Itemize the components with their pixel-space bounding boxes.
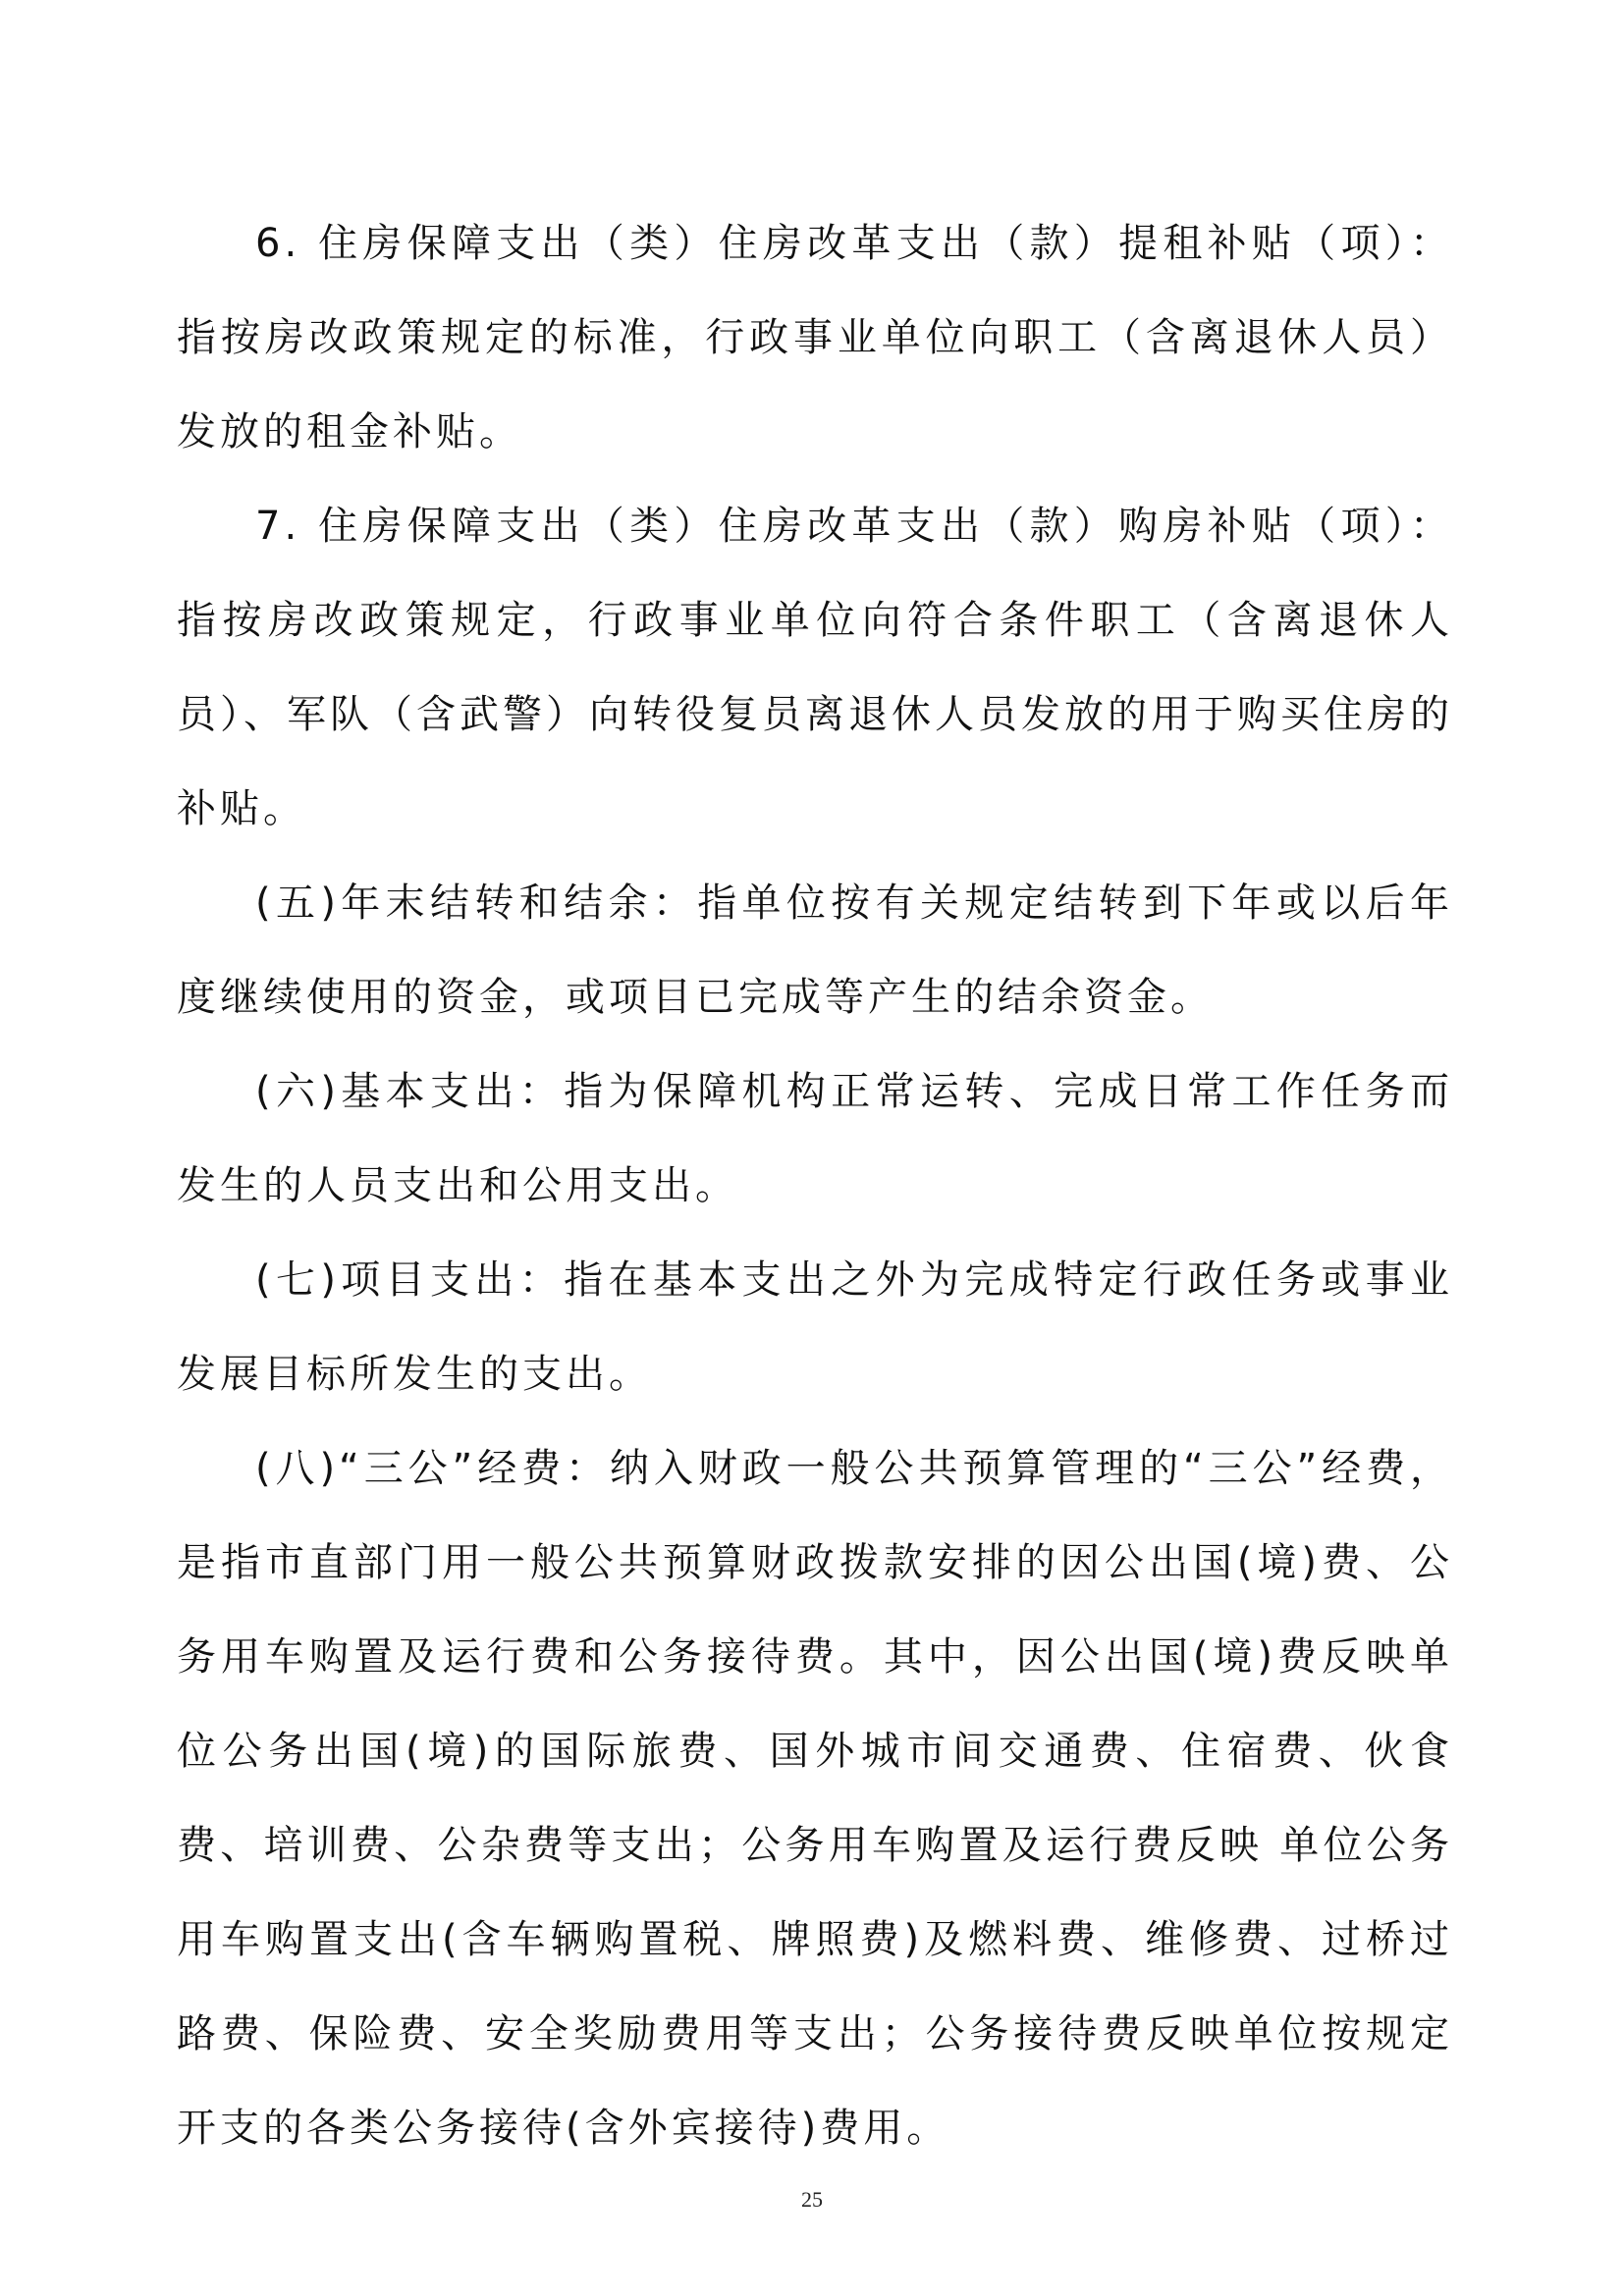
document-body <box>177 196 1453 2175</box>
paragraph-basic-expenditure: (六)基本支出：指为保障机构正常运转、完成日常工作任务而发生的人员支出和公用支出。 <box>177 1069 1453 1208</box>
page-number: 25 <box>801 2187 823 2212</box>
paragraph-three-public-expenses: (八)“三公”经费：纳入财政一般公共预算管理的“三公”经费，是指市直部门用一般公共预算财政拨款安排的因公出国(境)费、公务用车购置及运行费和公务接待费。其中，因公出国(境)费反映单位公务出国(境)的国际旅费、国外城市间交通费、住宿费、伙食费、培训费、公杂费等支出；公务用车购置及运行费反映 单位公务用车购置支出(含车辆购置税、牌照费)及燃料费、维修费、过桥过路费、保险费、安全奖励费用等支出；公务接待费反映单位按规定开支的各类公务接待(含外宾接待)费用。 <box>177 1446 1453 2151</box>
paragraph-year-end-carryover: (五)年末结转和结余：指单位按有关规定结转到下年或以后年度继续使用的资金，或项目已完成等产生的结余资金。 <box>177 881 1453 1020</box>
paragraph-housing-rent-subsidy: 6. 住房保障支出（类）住房改革支出（款）提租补贴（项）：指按房改政策规定的标准，行政事业单位向职工（含离退休人员）发放的租金补贴。 <box>177 221 1453 454</box>
paragraph-housing-purchase-subsidy: 7. 住房保障支出（类）住房改革支出（款）购房补贴（项）：指按房改政策规定，行政事业单位向符合条件职工（含离退休人员）、军队（含武警）向转役复员离退休人员发放的用于购买住房的补贴。 <box>177 504 1453 831</box>
paragraph-project-expenditure: (七)项目支出：指在基本支出之外为完成特定行政任务或事业发展目标所发生的支出。 <box>177 1257 1453 1397</box>
